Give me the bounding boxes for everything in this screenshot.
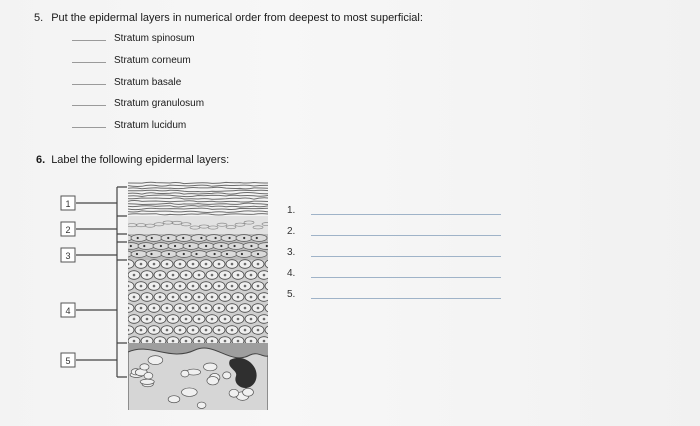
basal-cell — [243, 388, 254, 396]
spinosum-nucleus — [133, 340, 136, 343]
leader-lines — [76, 203, 117, 360]
spinosum-nucleus — [244, 263, 247, 266]
granule — [213, 253, 215, 255]
granule — [130, 245, 132, 247]
spinosum-nucleus — [192, 307, 195, 310]
answer-line-2[interactable] — [311, 235, 501, 236]
basal-cell — [168, 396, 180, 403]
question-5-text: Put the epidermal layers in numerical order from deepest to most superficial: — [51, 12, 423, 24]
spinosum-cell — [265, 282, 277, 291]
spinosum-nucleus — [257, 307, 260, 310]
answer-line-4[interactable] — [311, 277, 501, 278]
spinosum-nucleus — [205, 285, 208, 288]
spinosum-nucleus — [146, 340, 149, 343]
spinosum-nucleus — [250, 274, 253, 277]
granule — [150, 253, 152, 255]
question-5-number: 5. — [34, 12, 44, 24]
granule — [214, 237, 216, 239]
spinosum-nucleus — [211, 318, 214, 321]
spinosum-nucleus — [192, 263, 195, 266]
basal-cell — [182, 388, 198, 396]
granulosum-cell — [206, 235, 222, 242]
spinosum-nucleus — [172, 340, 175, 343]
granulosum-cell — [116, 251, 132, 258]
spinosum-nucleus — [166, 263, 169, 266]
spinosum-nucleus — [270, 307, 273, 310]
granule — [220, 245, 222, 247]
spinosum-nucleus — [127, 329, 130, 332]
spinosum-nucleus — [172, 296, 175, 299]
spinosum-nucleus — [127, 263, 130, 266]
granule — [241, 253, 243, 255]
answer-line-3[interactable] — [311, 256, 501, 257]
answer-line-5[interactable] — [311, 298, 501, 299]
spinosum-nucleus — [198, 340, 201, 343]
spinosum-nucleus — [257, 285, 260, 288]
spinosum-cell — [265, 326, 277, 335]
spinosum-nucleus — [166, 285, 169, 288]
label-box-3-number: 3 — [65, 251, 71, 261]
granule — [243, 237, 245, 239]
spinosum-nucleus — [146, 274, 149, 277]
spinosum-nucleus — [140, 285, 143, 288]
granulosum-cell — [191, 235, 207, 242]
spinosum-nucleus — [153, 329, 156, 332]
answer-number-4: 4. — [287, 268, 296, 279]
spinosum-nucleus — [127, 285, 130, 288]
spinosum-nucleus — [146, 296, 149, 299]
label-box-2-number: 2 — [65, 225, 71, 235]
spinosum-nucleus — [257, 329, 260, 332]
spinosum-cell — [271, 271, 283, 280]
spinosum-nucleus — [224, 274, 227, 277]
spinosum-nucleus — [218, 329, 221, 332]
spinosum-nucleus — [231, 329, 234, 332]
question-6-text: Label the following epidermal layers: — [51, 154, 230, 166]
granule — [174, 245, 176, 247]
spinosum-nucleus — [263, 318, 266, 321]
epidermis-illustration — [116, 180, 283, 413]
spinosum-nucleus — [244, 285, 247, 288]
spinosum-nucleus — [185, 296, 188, 299]
spinosum-nucleus — [205, 263, 208, 266]
spinosum-nucleus — [140, 329, 143, 332]
spinosum-nucleus — [153, 307, 156, 310]
spinosum-nucleus — [237, 318, 240, 321]
spinosum-nucleus — [250, 340, 253, 343]
granulosum-cell — [191, 251, 207, 258]
spinosum-nucleus — [263, 296, 266, 299]
spinosum-nucleus — [153, 285, 156, 288]
bracket-lines — [117, 187, 127, 377]
granule — [143, 245, 145, 247]
spinosum-nucleus — [250, 296, 253, 299]
granule — [182, 237, 184, 239]
granule — [183, 253, 185, 255]
layer-option-3: Stratum basale — [114, 77, 182, 88]
spinosum-nucleus — [179, 307, 182, 310]
spinosum-cell — [271, 337, 283, 346]
spinosum-nucleus — [198, 296, 201, 299]
granule — [151, 237, 153, 239]
stratum-granulosum-drawing — [116, 234, 274, 260]
stratum-basale-drawing — [128, 343, 268, 413]
label-box-2 — [61, 222, 75, 236]
label-box-4 — [61, 303, 75, 317]
spinosum-nucleus — [263, 274, 266, 277]
stratum-spinosum-drawing — [122, 260, 283, 346]
spinosum-nucleus — [270, 263, 273, 266]
granulosum-cell — [183, 243, 199, 250]
spinosum-nucleus — [270, 285, 273, 288]
granule — [122, 237, 124, 239]
spinosum-nucleus — [263, 340, 266, 343]
spinosum-nucleus — [159, 318, 162, 321]
granule — [160, 245, 162, 247]
spinosum-nucleus — [192, 285, 195, 288]
spinosum-nucleus — [153, 263, 156, 266]
spinosum-nucleus — [159, 340, 162, 343]
granule — [137, 237, 139, 239]
spinosum-nucleus — [179, 263, 182, 266]
spinosum-nucleus — [133, 296, 136, 299]
spinosum-nucleus — [218, 285, 221, 288]
spinosum-nucleus — [276, 340, 279, 343]
spinosum-nucleus — [244, 307, 247, 310]
spinosum-nucleus — [211, 340, 214, 343]
granule — [257, 253, 259, 255]
spinosum-nucleus — [224, 296, 227, 299]
answer-line-1[interactable] — [311, 214, 501, 215]
spinosum-nucleus — [205, 329, 208, 332]
spinosum-nucleus — [166, 329, 169, 332]
spinosum-nucleus — [192, 329, 195, 332]
spinosum-nucleus — [205, 307, 208, 310]
spinosum-nucleus — [276, 296, 279, 299]
basal-cell — [181, 370, 189, 377]
granule — [123, 253, 125, 255]
granule — [200, 237, 202, 239]
spinosum-nucleus — [211, 274, 214, 277]
spinosum-nucleus — [231, 307, 234, 310]
basal-cell — [223, 372, 231, 379]
layer-option-5: Stratum lucidum — [114, 120, 187, 131]
spinosum-nucleus — [133, 318, 136, 321]
spinosum-nucleus — [237, 274, 240, 277]
granulosum-cell — [236, 251, 252, 258]
spinosum-cell — [265, 304, 277, 313]
spinosum-cell — [265, 260, 277, 269]
answer-number-1: 1. — [287, 205, 296, 216]
granulosum-cell — [251, 235, 267, 242]
label-box-1 — [61, 196, 75, 210]
spinosum-nucleus — [218, 307, 221, 310]
granulosum-cell — [138, 243, 154, 250]
spinosum-nucleus — [140, 263, 143, 266]
spinosum-nucleus — [179, 285, 182, 288]
granule — [168, 253, 170, 255]
basal-cell — [207, 376, 219, 384]
spinosum-nucleus — [159, 296, 162, 299]
granule — [167, 237, 169, 239]
spinosum-nucleus — [185, 274, 188, 277]
spinosum-nucleus — [270, 329, 273, 332]
granulosum-cell — [116, 235, 132, 242]
label-box-3 — [61, 248, 75, 262]
spinosum-nucleus — [237, 296, 240, 299]
spinosum-nucleus — [276, 274, 279, 277]
question-6-number: 6. — [36, 154, 46, 166]
basal-cell — [148, 356, 163, 365]
spinosum-nucleus — [172, 318, 175, 321]
label-box-5 — [61, 353, 75, 367]
spinosum-nucleus — [185, 318, 188, 321]
spinosum-nucleus — [257, 263, 260, 266]
granule — [189, 245, 191, 247]
granulosum-cell — [131, 235, 147, 242]
layer-option-4: Stratum granulosum — [114, 98, 205, 109]
granule — [250, 245, 252, 247]
spinosum-nucleus — [231, 285, 234, 288]
spinosum-cell — [271, 293, 283, 302]
spinosum-nucleus — [179, 329, 182, 332]
spinosum-nucleus — [159, 274, 162, 277]
granule — [256, 237, 258, 239]
spinosum-nucleus — [237, 340, 240, 343]
spinosum-cell — [271, 315, 283, 324]
basal-cell — [140, 364, 149, 370]
granule — [226, 253, 228, 255]
spinosum-nucleus — [198, 318, 201, 321]
basal-cell — [144, 372, 153, 379]
basal-cell — [229, 389, 239, 397]
granulosum-cell — [146, 251, 162, 258]
spinosum-nucleus — [250, 318, 253, 321]
spinosum-nucleus — [211, 296, 214, 299]
granule — [233, 245, 235, 247]
spinosum-nucleus — [146, 318, 149, 321]
granulosum-cell — [228, 243, 244, 250]
basal-cell — [197, 402, 206, 408]
spinosum-nucleus — [166, 307, 169, 310]
label-box-1-number: 1 — [65, 199, 71, 209]
layer-option-2: Stratum corneum — [114, 55, 191, 66]
stratum-lucidum-drawing — [127, 216, 272, 234]
spinosum-nucleus — [224, 340, 227, 343]
granule — [205, 245, 207, 247]
spinosum-nucleus — [276, 318, 279, 321]
spinosum-nucleus — [127, 307, 130, 310]
spinosum-nucleus — [224, 318, 227, 321]
granule — [136, 253, 138, 255]
answer-number-2: 2. — [287, 226, 296, 237]
granulosum-cell — [221, 251, 237, 258]
layer-option-1: Stratum spinosum — [114, 33, 195, 44]
spinosum-nucleus — [231, 263, 234, 266]
answer-number-3: 3. — [287, 247, 296, 258]
spinosum-nucleus — [140, 307, 143, 310]
spinosum-nucleus — [218, 263, 221, 266]
spinosum-nucleus — [185, 340, 188, 343]
spinosum-nucleus — [198, 274, 201, 277]
basal-cell — [140, 379, 154, 384]
granule — [266, 245, 268, 247]
label-box-4-number: 4 — [65, 306, 71, 316]
spinosum-nucleus — [172, 274, 175, 277]
spinosum-nucleus — [133, 274, 136, 277]
label-box-5-number: 5 — [65, 356, 71, 366]
granulosum-cell — [146, 235, 162, 242]
spinosum-nucleus — [244, 329, 247, 332]
granulosum-cell — [131, 251, 147, 258]
answer-number-5: 5. — [287, 289, 296, 300]
basal-cell — [204, 363, 217, 371]
granule — [228, 237, 230, 239]
granule — [195, 253, 197, 255]
lucidum-band — [128, 216, 268, 234]
